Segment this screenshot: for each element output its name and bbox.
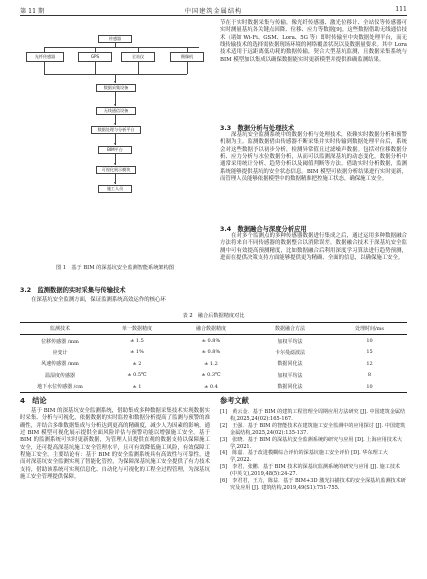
section-3-4-heading: 3.4 数据融合与深度分析应用 (220, 226, 307, 233)
connector (187, 62, 188, 74)
reference-list (220, 409, 407, 492)
table-cell: 10 (366, 338, 373, 345)
conclusion-paragraph: 基于 BIM 的深基坑安全监测系统，借助集成多种数据采集技术实现数据实时采集、分析与可视化，依据数据的实时监控和数据分析提高了监测与预警的准确性，并结合多维数据集成与分析达到更高的精确度，减少人为因素的影响。通过 BIM 模型可视化展示提供全面风险评估与预警功能以增强施工安全。基于 BIM 的监测系统可实时更新数据，为管理人员提供直观的数据支持以保障施工安全，还可提高深基坑施工安全管理水平，且可有效降低施工风险，有效保障工程施工安全。主要结论有：基于 BIM 的安全监测系统具有高效性与可靠性，进而对深基坑安全监测实现了智能化管控，为保障深基坑施工安全提供了有力技术支持，借助该系统可实现信息化、自动化与可视化的工程全过程管理，为深基坑施工安全管理提供保障。 (20, 408, 210, 481)
header-rule (20, 15, 407, 16)
connector (44, 47, 199, 48)
conclusion-heading: 4 结论 (20, 396, 47, 405)
right-column-text-1 (220, 20, 407, 64)
section-3-3-heading: 3.3 数据分析与处理技术 (220, 125, 295, 132)
right-column-text-3 (220, 233, 407, 262)
camera-node: 摄像机 (170, 52, 204, 62)
connector (138, 62, 139, 74)
wireless-node: 无线通信设备 (96, 107, 136, 115)
column-header: 融合数据精度 (195, 326, 226, 333)
column-header: 监测技术 (49, 326, 70, 333)
table-cell: ± 1.5 (130, 338, 144, 345)
arrow-icon (114, 81, 116, 83)
table-cell: ± 0.4 (204, 383, 218, 390)
column-header: 数据融合方法 (274, 326, 305, 333)
table-cell: ± 0.8% (201, 349, 221, 356)
table-cell: ± 1.2 (204, 360, 218, 367)
table-cell: ± 0.8% (201, 338, 221, 345)
reference-item: [2] 王强．基于 BIM 的智能技术在建筑施工安全监测中的应用探讨 [J]. 中国建筑金属结构,2025,24(02):135-137. (220, 422, 406, 436)
table-cell: 位移传感器 /mm (41, 338, 79, 345)
table-cell: 加权平均法 (277, 372, 303, 379)
paragraph-3-2-cont: 节在于实时数据采集与传输。像光纤传感器、激光位移计、全站仪等传感器可实时测量基坑各关键点因降、位移、应力等数据[9]。这些数据借助无线通信技术（诸如 Wi-Fi、GSM、Lora、5G 等）即时传输至中央数据处理平台，而无线传输技术的选择需依据现场环境的网络覆盖状况以及数据量要求。其中 Lora 技术适用于远距离低功耗的数据传输，契合大型基坑监测，且数据采集系统与 BIM 模型加以集成以确保数据能实时更新模型并提供准确监测结果。 (220, 20, 407, 63)
table-cell: 数据同化法 (277, 384, 303, 391)
issue-number: 第 11 期 (20, 8, 45, 15)
reference-item: [4] 陈嘉．基于改进模糊综合评价的深基坑施工安全评价 [D]. 华东理工大学,2022. (220, 450, 388, 464)
section-3-2-text (20, 297, 210, 304)
page-number: 111 (395, 6, 407, 13)
reference-item: [1] 黄云金．基于 BIM 的建筑工程管理全周期应用方法研究 [J]. 中国建筑金属结构,2025,24(02):165-167. (220, 409, 406, 422)
table-cell: 10 (366, 383, 373, 390)
table-cell: 应变计 (52, 349, 68, 356)
table-cell: 卡尔曼滤波法 (274, 349, 305, 356)
total-station-node: 全站仪 (121, 52, 155, 62)
conclusion-text (20, 408, 210, 481)
bim-platform-node: BIM平台 (98, 146, 132, 154)
gps-node: GPS (78, 52, 112, 62)
paragraph-3-3: 深基坑安全监测系统中的数据分析与处理技术，依赖实时数据分析和预警机制为主。监测数据借由传感器不断采集并实时传输到数据处理平台后，系统会对这些数据予以初步分析，检测异常值且过滤噪声数据。包括对位移数据分析、应力分析与水位数据分析，从而可以监测深基坑的动态变化。数据分析中通常采用统计分析、趋势分析以及阈值判断等方法。借助实时分析数据，监测系统能够提供基坑的安全状态信息。BIM 模型可依据分析结果进行实时更新，而管理人员能够依据模型中的数据精准把控施工状态，确保施工安全。 (220, 132, 407, 183)
column-header: 单一数据精度 (121, 326, 152, 333)
table-cell: ± 0.5℃ (127, 372, 147, 379)
construction-staff-node: 施工人员 (98, 185, 132, 193)
journal-name: 中国建筑金属结构 (184, 8, 243, 15)
paragraph-3-4: 在对多个监测点的多种传感器数据进行集成之后，通过运用多种数据融合方法将来自不同传感器的数据整合以消除误差。数据融合技术于深基坑安全监测中可有效提高预测精度，比如数据融合后利用深度学习算法进行趋势预测，进而在提供决策支持方面能够提供更为精确、全面的信息，以确保施工安全。 (220, 233, 407, 262)
table-cell: 12 (366, 360, 373, 367)
table-cell: 温湿度传感器 (44, 372, 75, 379)
reference-item: [3] 张晓．基于 BIM 的深基坑安全监测系统的研究与应用 [D]. 上海应用技术大学,2021. (220, 436, 403, 450)
table-cell: 加权平均法 (277, 338, 303, 345)
figure-1-diagram (20, 20, 210, 270)
section-3-2-heading: 3.2 监测数据的实时采集与传输技术 (20, 287, 126, 294)
arrow-icon (114, 182, 116, 184)
table-row (20, 381, 407, 393)
table-cell: 8 (367, 372, 372, 379)
table-cell: 地下水位传感器 /cm (37, 384, 83, 391)
table-cell: ± 1% (130, 349, 144, 356)
section-3-2-paragraph: 在深基坑安全监测方面，保证监测系统高效运作的核心环 (31, 297, 166, 303)
table-2-title: 表 2 融合后数据精度对比 (182, 313, 245, 319)
arrow-icon (114, 163, 116, 165)
figure-1-caption: 图 1 基于 BIM 的深基坑安全监测智能系统架构图 (56, 265, 174, 271)
reference-item: [5] 李君，张鹏．基于 BIM 技术的深基坑监测系统的研究与应用 [J]. 施工技术(中英文),2019,48(5):24-27. (220, 464, 401, 478)
connector (95, 62, 96, 74)
table-cell: ± 2 (132, 360, 142, 367)
visualization-node: 可视化展示模块 (96, 166, 136, 174)
arrow-icon (114, 123, 116, 125)
column-header: 处理时间/ms (355, 326, 384, 333)
table-cell: ± 1 (132, 383, 142, 390)
fiber-sensor-node: 光纤传感器 (26, 52, 64, 62)
connector (44, 62, 45, 74)
right-column-text-2 (220, 132, 407, 183)
arrow-icon (114, 104, 116, 106)
data-platform-node: 数据处理与分析平台 (91, 126, 141, 134)
table-cell: 风速传感器 /mm (41, 361, 79, 368)
table-row (20, 335, 407, 347)
table-cell: 15 (366, 349, 373, 356)
table-row (20, 358, 407, 369)
table-cell: ± 0.3℃ (201, 372, 221, 379)
table-header-row (20, 323, 407, 335)
sensor-node: 传感器 (98, 35, 132, 43)
data-collection-node: 数据采集设备 (96, 84, 136, 92)
table-row (20, 370, 407, 381)
arrow-icon (114, 143, 116, 145)
reference-item: [6] 李君君，王力，陈益．基于 BIM+3D 激光扫描技术的安全深基坑监测技术研究及应用 [J]. 建筑结构,2019,49(S1):751-755. (220, 478, 406, 491)
table-2 (20, 322, 407, 393)
references-heading: 参考文献 (220, 396, 249, 405)
table-cell: 数据同化法 (277, 361, 303, 368)
table-row (20, 347, 407, 358)
